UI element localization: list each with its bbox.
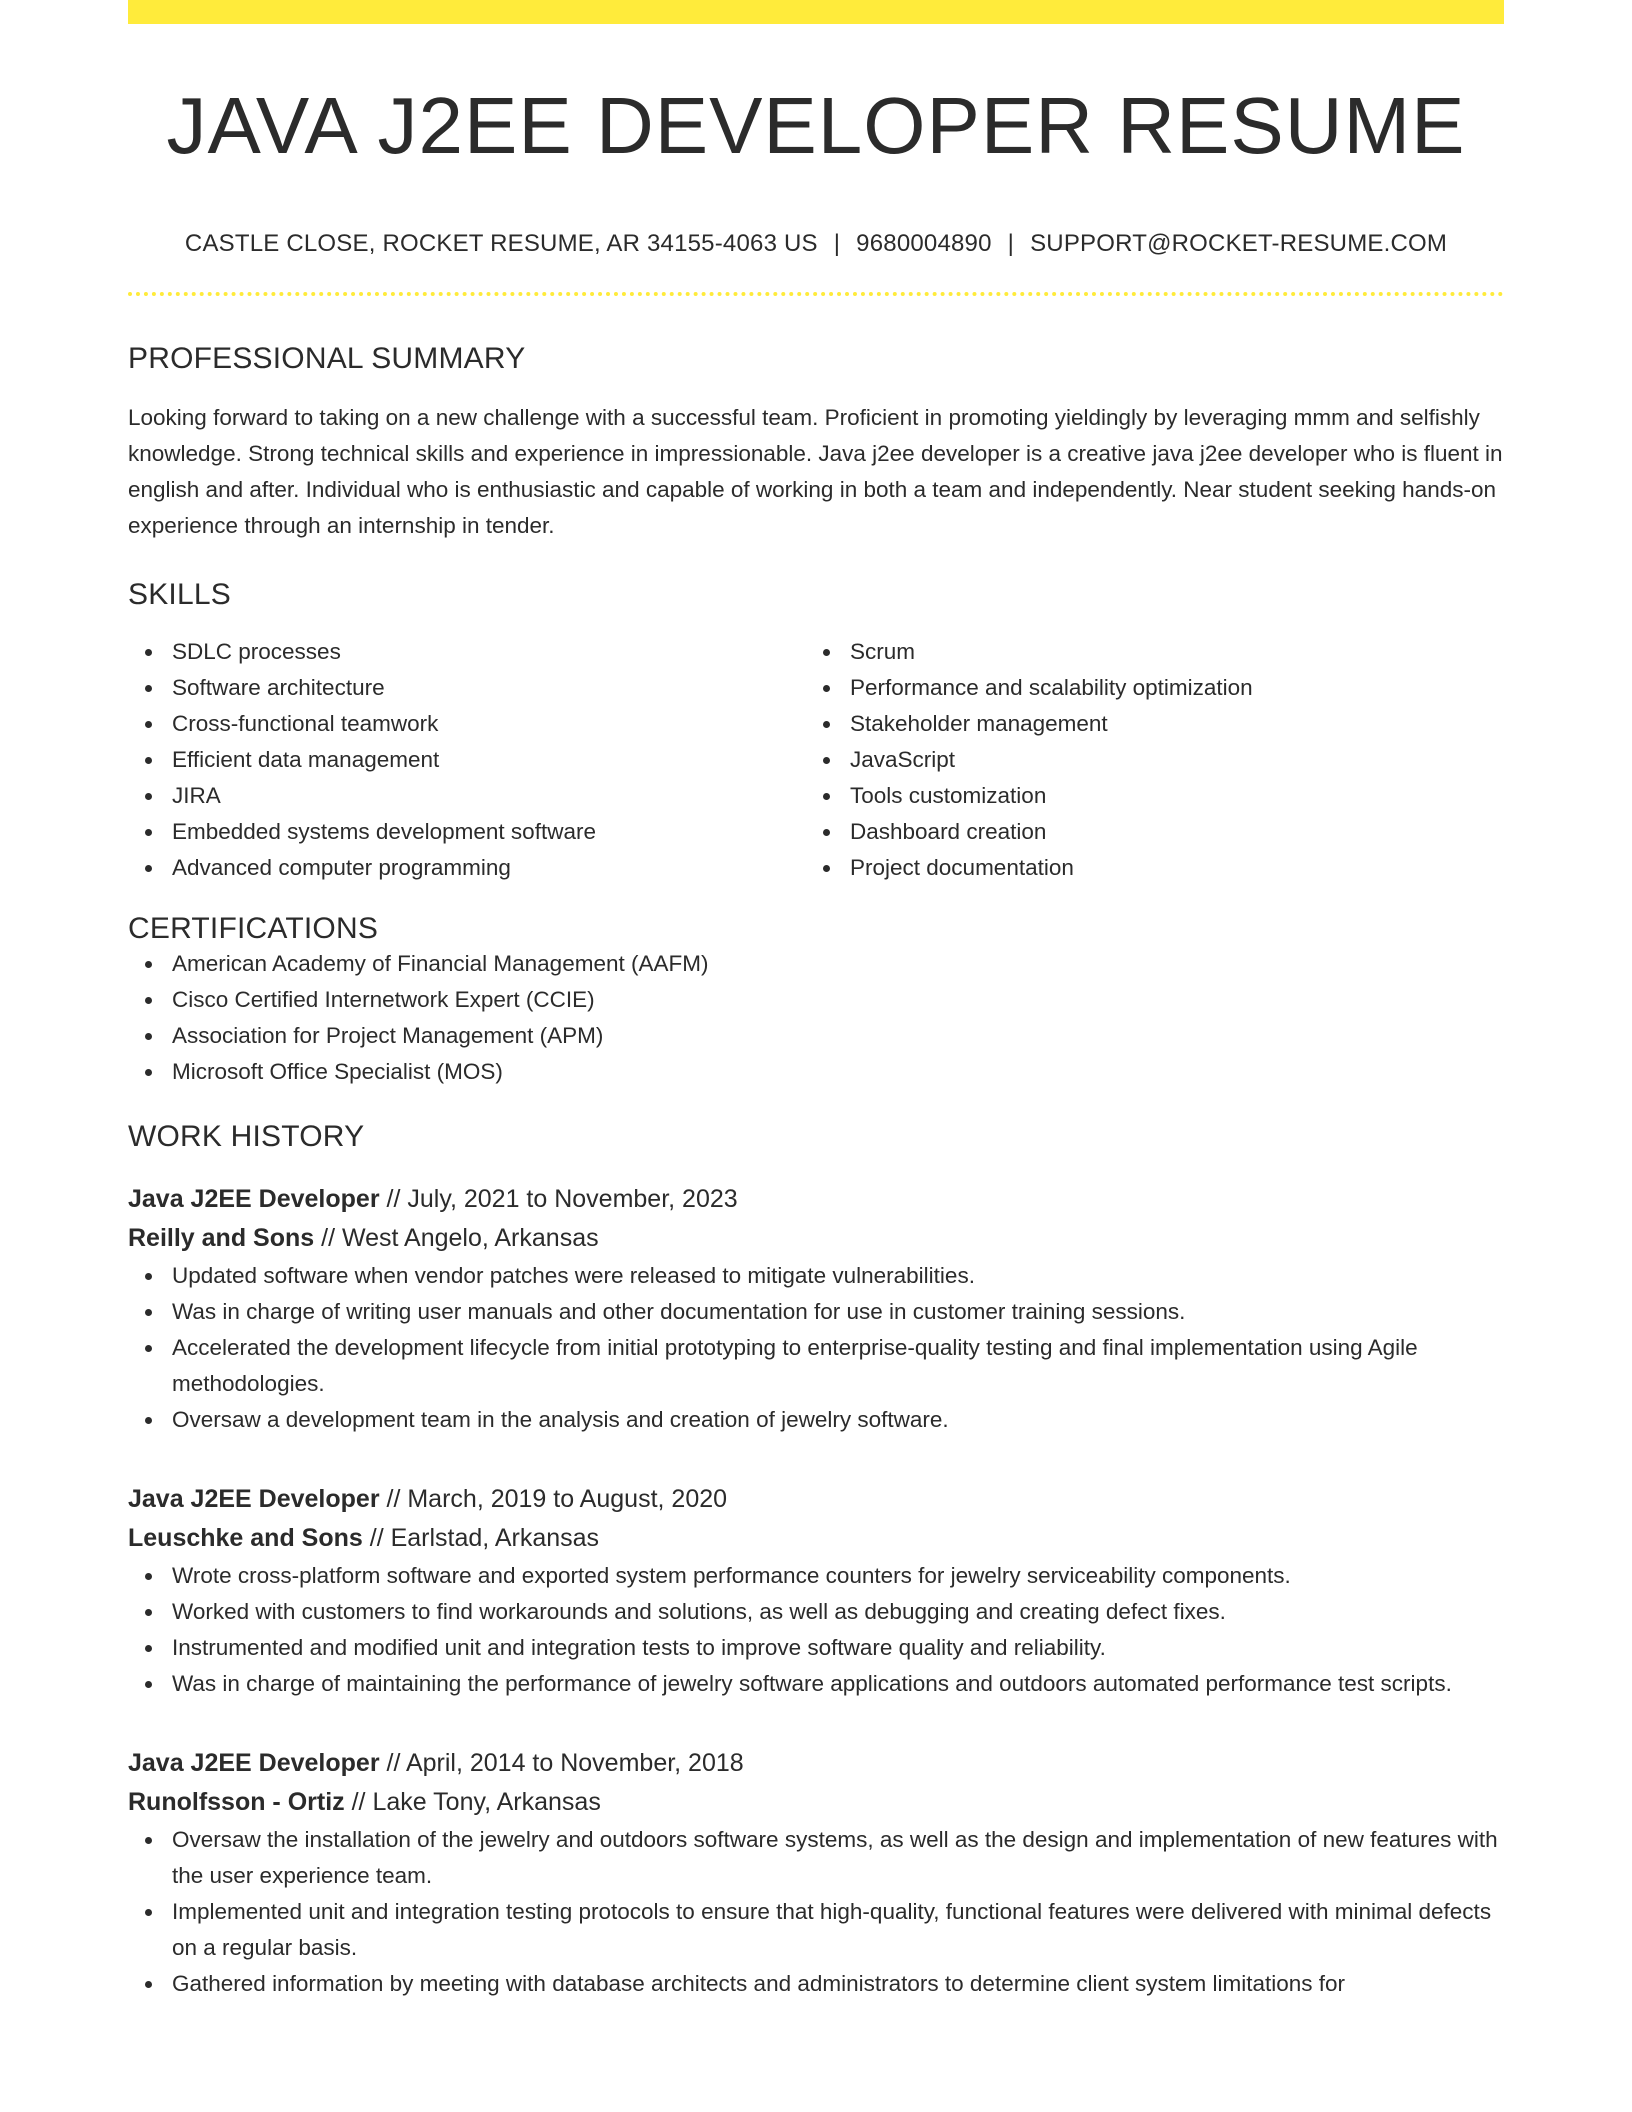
job-company: Runolfsson - Ortiz [128, 1788, 345, 1816]
top-accent-bar [128, 0, 1504, 24]
certification-item: Association for Project Management (APM) [128, 1018, 1504, 1054]
job-separator: // [362, 1524, 391, 1552]
job-location: Lake Tony, Arkansas [372, 1788, 601, 1816]
skills-column-right [806, 634, 1484, 886]
job-bullet: Oversaw the installation of the jewelry and outdoors software systems, as well as the design and implementation of new features with the user experience team. [128, 1822, 1504, 1894]
header-divider [128, 292, 1504, 296]
job-dates: March, 2019 to August, 2020 [407, 1485, 728, 1513]
job-separator: // [314, 1224, 342, 1252]
job-separator: // [379, 1185, 408, 1213]
skills-grid [128, 634, 1504, 886]
job-bullet: Was in charge of maintaining the performance of jewelry software applications and outdoors automated performance test scripts. [128, 1666, 1504, 1702]
job-title-line [128, 1480, 1504, 1519]
certification-item: American Academy of Financial Management (AAFM) [128, 946, 1504, 982]
skills-heading: SKILLS [128, 578, 231, 611]
job-company: Leuschke and Sons [128, 1524, 363, 1552]
skill-item: Project documentation [806, 850, 1484, 886]
skills-section [128, 578, 1504, 886]
job-bullet: Implemented unit and integration testing protocols to ensure that high-quality, functional features were delivered with minimal defects on a regular basis. [128, 1894, 1504, 1966]
job-dates: April, 2014 to November, 2018 [405, 1749, 744, 1777]
job-location: West Angelo, Arkansas [341, 1224, 599, 1252]
summary-section [128, 342, 1504, 544]
contact-email[interactable]: SUPPORT@ROCKET-RESUME.COM [1030, 230, 1448, 257]
job-bullet-list [128, 1258, 1504, 1438]
skills-column-left [128, 634, 806, 886]
skill-item: Cross-functional teamwork [128, 706, 806, 742]
certifications-section [128, 912, 1504, 1090]
job-entry [128, 1480, 1504, 1702]
skill-item: SDLC processes [128, 634, 806, 670]
contact-address: CASTLE CLOSE, ROCKET RESUME, AR 34155-4063 US [184, 230, 818, 257]
skill-item: Dashboard creation [806, 814, 1484, 850]
job-company: Reilly and Sons [128, 1224, 315, 1252]
skill-item: Tools customization [806, 778, 1484, 814]
job-bullet-list [128, 1822, 1504, 2002]
skill-item: Embedded systems development software [128, 814, 806, 850]
contact-line [128, 230, 1504, 258]
summary-text: Looking forward to taking on a new challenge with a successful team. Proficient in promoting yieldingly by leveraging mmm and selfishly knowledge. Strong technical skills and experience in impressionable. Java j2ee developer is a creative java j2ee developer who is fluent in english and after. Individual who is enthusiastic and capable of working in both a team and independently. Near student seeking hands-on experience through an internship in tender. [128, 405, 1503, 538]
work-history-section [128, 1120, 1504, 2002]
job-bullet: Oversaw a development team in the analysis and creation of jewelry software. [128, 1402, 1504, 1438]
skills-list-left [128, 634, 806, 886]
job-title: Java J2EE Developer [128, 1749, 380, 1777]
job-company-line [128, 1519, 1504, 1558]
summary-heading: PROFESSIONAL SUMMARY [128, 342, 526, 375]
job-location: Earlstad, Arkansas [390, 1524, 600, 1552]
skills-list-right [806, 634, 1484, 886]
contact-separator: | [833, 230, 841, 257]
resume-page [128, 0, 1504, 2002]
skill-item: Efficient data management [128, 742, 806, 778]
job-bullet: Updated software when vendor patches were released to mitigate vulnerabilities. [128, 1258, 1504, 1294]
certification-item: Microsoft Office Specialist (MOS) [128, 1054, 1504, 1090]
job-bullet: Wrote cross-platform software and exported system performance counters for jewelry serviceability components. [128, 1558, 1504, 1594]
job-separator: // [379, 1749, 406, 1777]
certifications-list [128, 946, 1504, 1090]
job-bullet: Gathered information by meeting with database architects and administrators to determine client system limitations for [128, 1966, 1504, 2002]
skill-item: JIRA [128, 778, 806, 814]
job-entry [128, 1180, 1504, 1438]
work-history-heading: WORK HISTORY [128, 1120, 365, 1153]
job-dates: July, 2021 to November, 2023 [407, 1185, 738, 1213]
job-entry [128, 1744, 1504, 2002]
job-company-line [128, 1783, 1504, 1822]
job-bullet: Worked with customers to find workarounds and solutions, as well as debugging and creating defect fixes. [128, 1594, 1504, 1630]
job-bullet: Instrumented and modified unit and integration tests to improve software quality and reliability. [128, 1630, 1504, 1666]
skill-item: JavaScript [806, 742, 1484, 778]
job-company-line [128, 1219, 1504, 1258]
skill-item: Stakeholder management [806, 706, 1484, 742]
job-title: Java J2EE Developer [128, 1485, 380, 1513]
job-bullet-list [128, 1558, 1504, 1702]
certifications-heading: CERTIFICATIONS [128, 912, 379, 945]
job-title-line [128, 1180, 1504, 1219]
job-title: Java J2EE Developer [128, 1185, 380, 1213]
skill-item: Advanced computer programming [128, 850, 806, 886]
job-bullet: Was in charge of writing user manuals and other documentation for use in customer training sessions. [128, 1294, 1504, 1330]
resume-title: JAVA J2EE DEVELOPER RESUME [166, 81, 1466, 170]
job-title-line [128, 1744, 1504, 1783]
skill-item: Performance and scalability optimization [806, 670, 1484, 706]
skill-item: Software architecture [128, 670, 806, 706]
job-separator: // [344, 1788, 373, 1816]
skill-item: Scrum [806, 634, 1484, 670]
contact-phone: 9680004890 [856, 230, 992, 257]
contact-separator: | [1007, 230, 1015, 257]
job-bullet: Accelerated the development lifecycle from initial prototyping to enterprise-quality testing and final implementation using Agile methodologies. [128, 1330, 1504, 1402]
certification-item: Cisco Certified Internetwork Expert (CCIE) [128, 982, 1504, 1018]
job-separator: // [379, 1485, 408, 1513]
